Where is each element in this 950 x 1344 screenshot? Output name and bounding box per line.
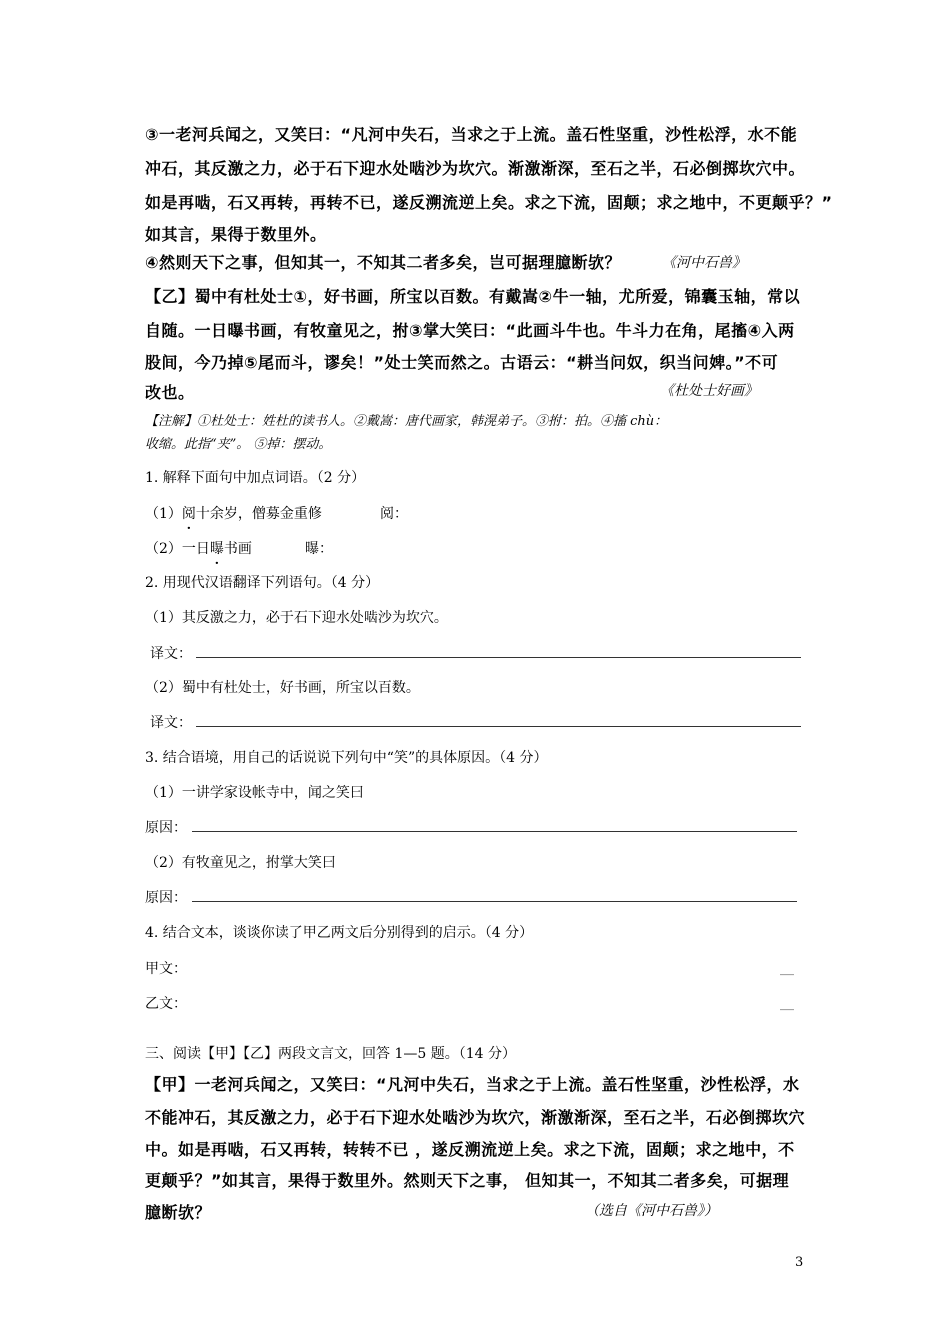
question-3-title: 3. 结合语境，用自己的话说说下列句中“笑”的具体原因。（4 分）: [145, 750, 548, 766]
emphasized-text: 求之地中，不: [695, 1140, 795, 1159]
item-prefix: （1）: [145, 506, 182, 522]
answer-line[interactable]: [192, 831, 797, 832]
item-prefix: （2）一日: [145, 541, 210, 557]
section-3-passage-line: 不能冲石，其反激之力，必于石下迎水处啮沙为坎穴，渐激渐深，至石之半，石必倒掷坎穴: [145, 1108, 806, 1127]
answer-dash: __: [780, 995, 794, 1011]
item-text: 书画: [223, 541, 252, 557]
passage-text: 中。如是再啮，石又再转，转转不已 ，遂反溯流逆上矣。求之下流，固颠；: [145, 1140, 696, 1159]
answer-dash: __: [780, 960, 794, 976]
passage-b-line: 改也。: [145, 383, 195, 402]
passage-a-line: ③一老河兵闻之，又笑曰：“凡河中失石，当求之于上流。盖石性坚重，沙性松浮，水不能: [145, 125, 798, 144]
answer-line[interactable]: [192, 901, 797, 902]
dotted-word: 阅: [181, 506, 196, 522]
question-3-item-1: （1）一讲学家设帐寺中，闻之笑曰: [145, 785, 364, 801]
passage-a-line: ④然则天下之事，但知其一，不知其二者多矣，岂可据理臆断欤？: [145, 253, 622, 272]
question-1-title: 1. 解释下面句中加点词语。（2 分）: [145, 470, 366, 486]
section-3-passage-line: [145, 1137, 795, 1160]
answer-line[interactable]: [196, 726, 801, 727]
question-3-item-2: （2）有牧童见之，拊掌大笑曰: [145, 855, 336, 871]
answer-label: 原因：: [145, 820, 187, 836]
item-text: 十余岁，僧募金重修: [195, 506, 322, 522]
section-3-passage-line: 臆断欤？: [145, 1203, 212, 1222]
answer-label: 曝：: [305, 541, 333, 557]
answer-label: 乙文：: [145, 996, 187, 1012]
passage-b-line: 自随。一日曝书画，有牧童见之，拊③掌大笑曰：“此画斗牛也。牛斗力在角，尾搐④入两: [145, 321, 795, 340]
answer-label: 甲文：: [145, 961, 187, 977]
answer-line[interactable]: [196, 657, 801, 658]
passage-text: ”如其言，果得于数里外。然则天下之事， 但知其一，不知其二者多矣，可据理: [211, 1171, 790, 1190]
question-2-item-1: （1）其反激之力，必于石下迎水处啮沙为坎穴。: [145, 610, 448, 626]
section-3-source: （选自《河中石兽》）: [585, 1203, 718, 1219]
question-2-item-2: （2）蜀中有杜处士，好书画，所宝以百数。: [145, 680, 420, 696]
passage-a-line: 如是再啮，石又再转，再转不已，遂反溯流逆上矣。求之下流，固颠；求之地中，不更颠乎？”: [145, 193, 833, 212]
dotted-word: 曝: [209, 541, 224, 557]
answer-label: 阅：: [380, 506, 408, 522]
annotation-line: 【注解】①杜处士：姓杜的读书人。②戴嵩：唐代画家，韩滉弟子。③拊：拍。④搐 chù：: [145, 414, 668, 429]
passage-b-line: 股间，今乃掉⑤尾而斗，谬矣！”处士笑而然之。古语云：“耕当问奴，织当问婢。”不可: [145, 353, 779, 372]
passage-a-line: 冲石，其反激之力，必于石下迎水处啮沙为坎穴。渐激渐深，至石之半，石必倒掷坎穴中。: [145, 159, 806, 178]
answer-label: 原因：: [145, 890, 187, 906]
passage-b-source: 《杜处士好画》: [660, 383, 758, 399]
passage-a-line: 如其言，果得于数里外。: [145, 225, 327, 244]
section-3-title: 三、阅读【甲】【乙】两段文言文，回答 1—5 题。（14 分）: [145, 1046, 516, 1062]
annotation-line: 收缩。此指“夹”。 ⑤掉：摆动。: [145, 437, 332, 452]
passage-b-line: 【乙】蜀中有杜处士①，好书画，所宝以百数。有戴嵩②牛一轴，尤所爱，锦囊玉轴，常以: [145, 287, 801, 306]
section-3-passage-line: 【甲】一老河兵闻之，又笑曰：“凡河中失石，当求之于上流。盖石性坚重，沙性松浮，水: [145, 1075, 800, 1094]
passage-a-source: 《河中石兽》: [662, 255, 746, 271]
answer-label: 译文：: [150, 646, 192, 662]
question-1-item-2: [145, 538, 252, 558]
section-3-passage-line: [145, 1168, 789, 1191]
question-2-title: 2. 用现代汉语翻译下列语句。（4 分）: [145, 575, 380, 591]
emphasized-text: 更颠乎？: [145, 1171, 212, 1190]
answer-label: 译文：: [150, 715, 192, 731]
question-4-title: 4. 结合文本，谈谈你读了甲乙两文后分别得到的启示。（4 分）: [145, 925, 534, 941]
page-number: 3: [795, 1255, 804, 1270]
question-1-item-1: [145, 503, 322, 523]
